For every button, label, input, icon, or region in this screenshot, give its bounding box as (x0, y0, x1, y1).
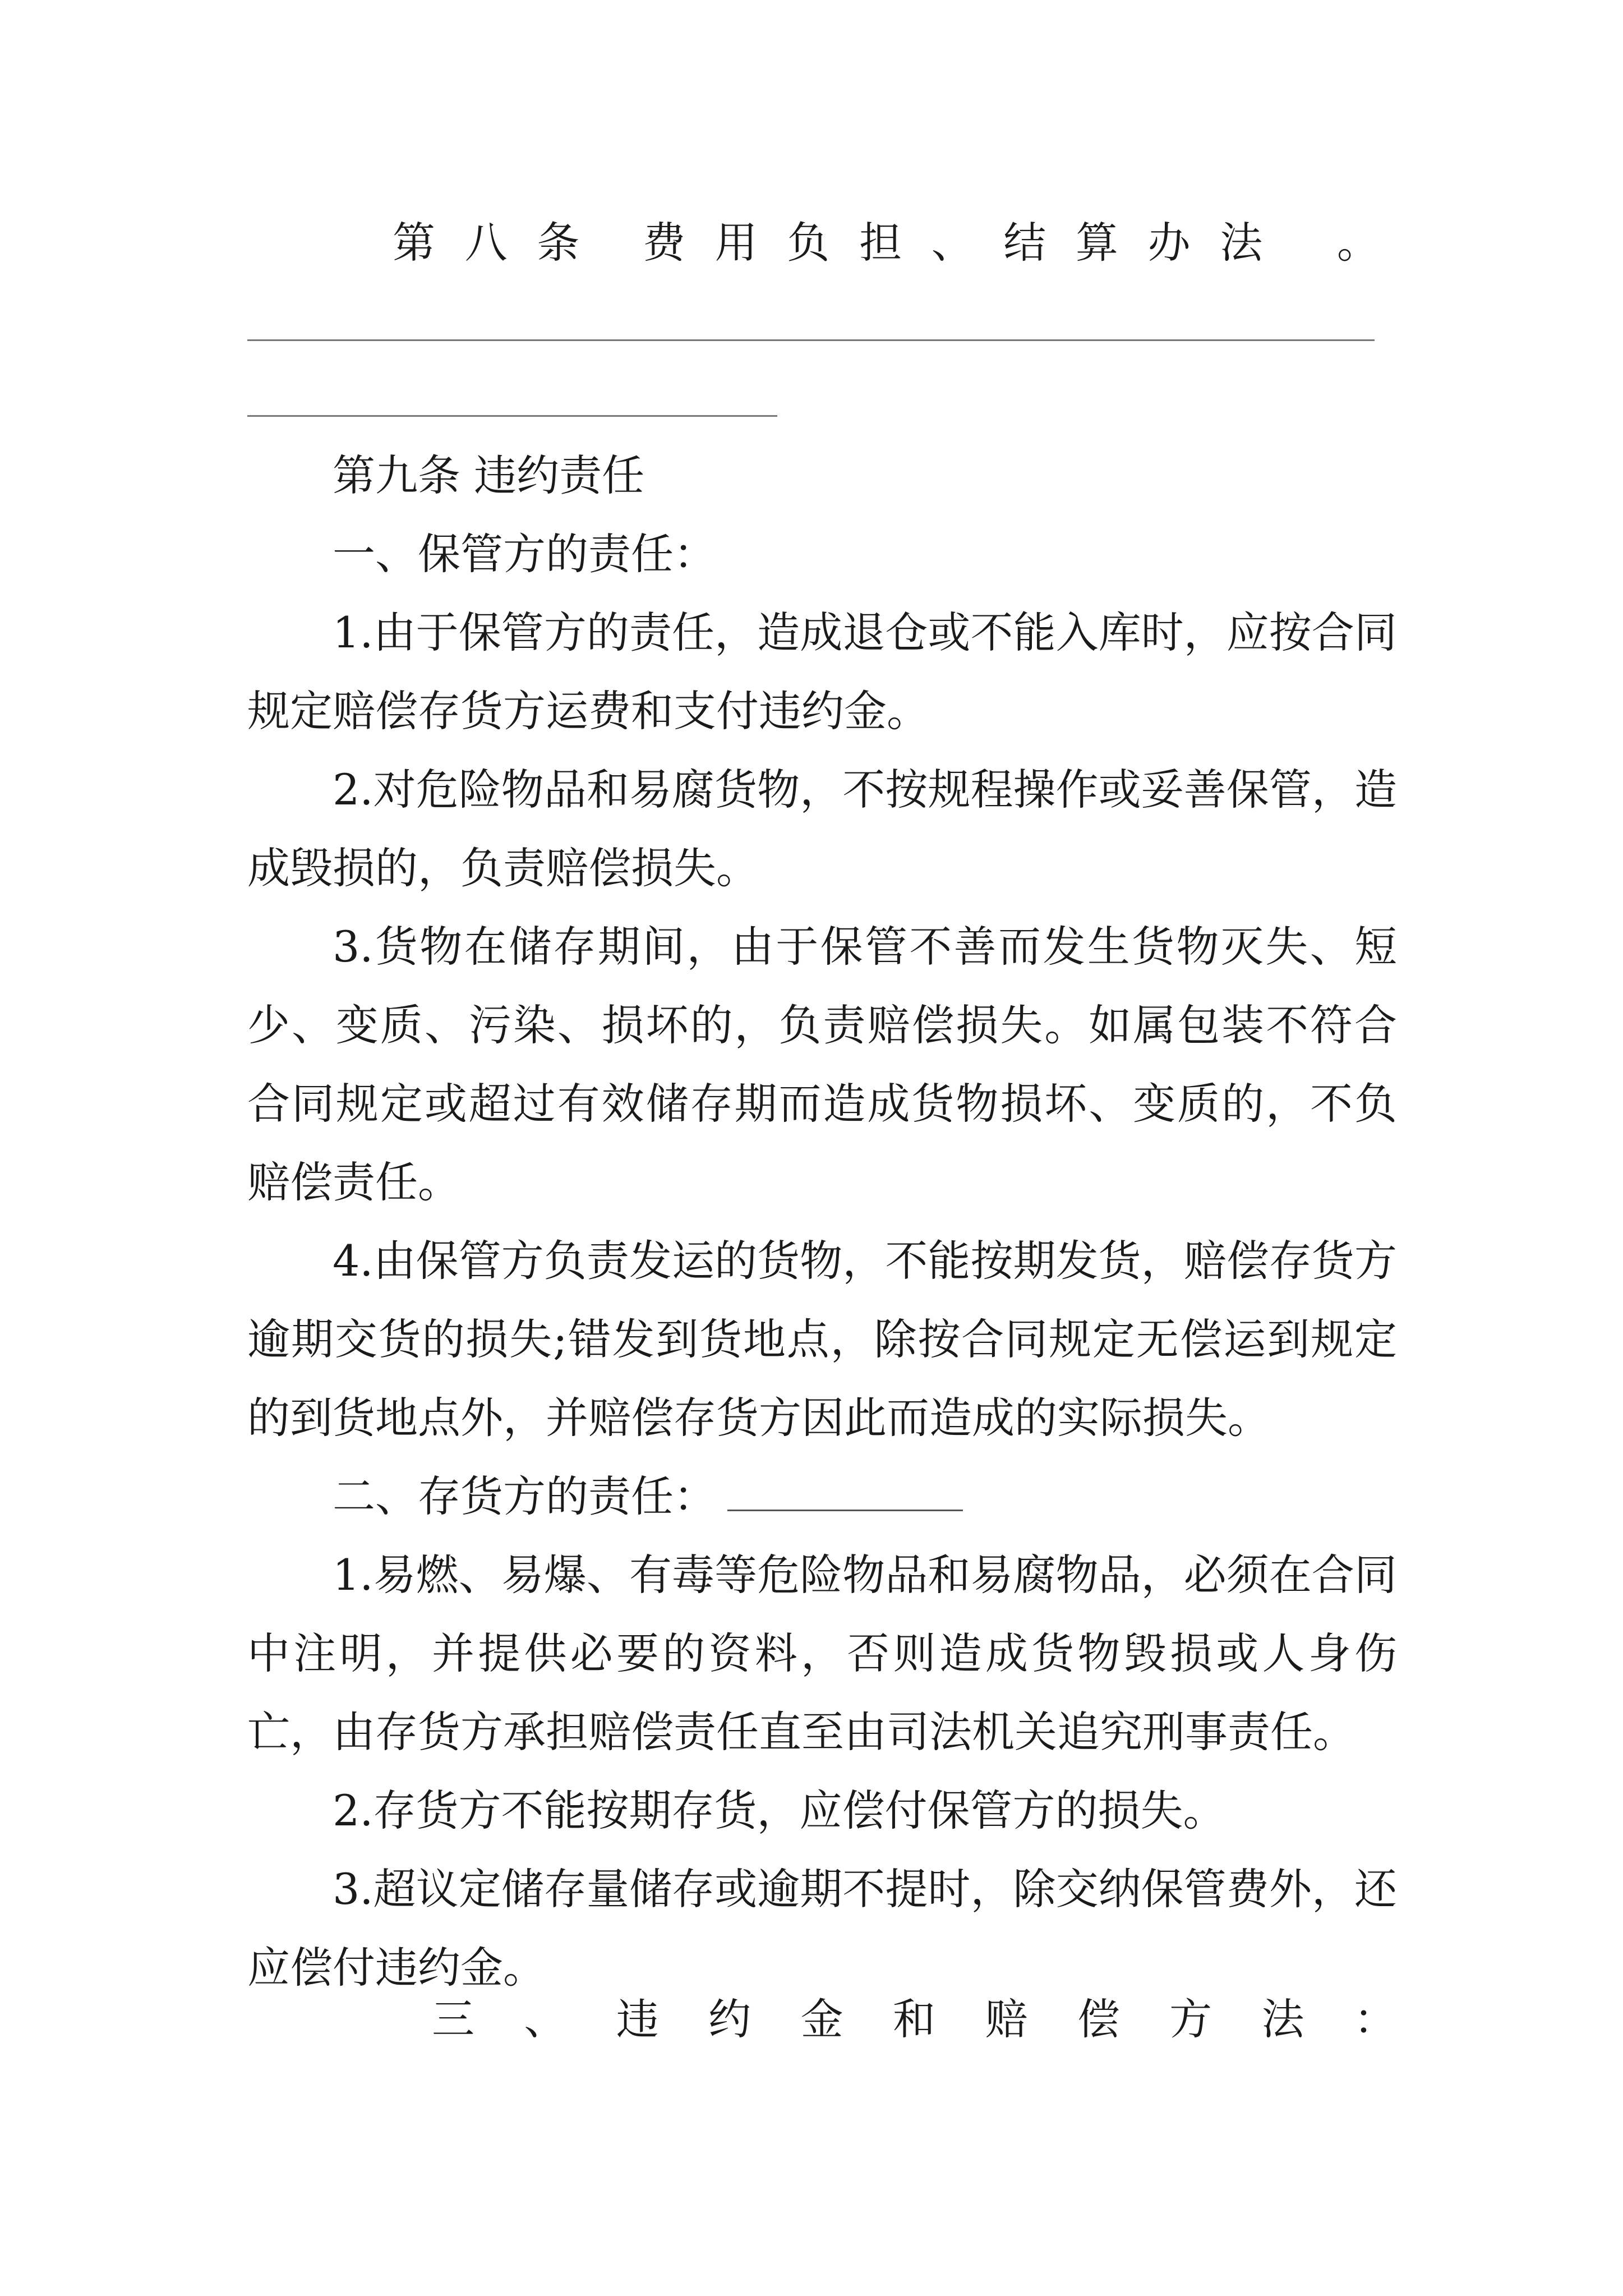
clause: 3.超议定储存量储存或逾期不提时，除交纳保管费外，还应偿付违约金。 (247, 1864, 1397, 1993)
s3-char: 和 (892, 1994, 935, 2044)
section-title: 一、保管方的责任： (333, 529, 716, 579)
article9-title: 第九条 违约责任 (333, 450, 645, 500)
a8-char: 办 (1147, 218, 1191, 268)
s3-char: 违 (616, 1994, 659, 2044)
a8-char: 法 (1220, 218, 1263, 268)
a8-char: 、 (931, 218, 974, 268)
s3-char: 三 (432, 1994, 474, 2044)
a8-char: 负 (787, 218, 830, 268)
article8-heading (393, 215, 1380, 271)
fill-in-line (727, 1507, 963, 1511)
article9-body (247, 436, 1397, 2007)
s3-char: ： (1353, 1994, 1396, 2044)
a8-char: 。 (1336, 218, 1380, 268)
s3-char: 约 (708, 1994, 751, 2044)
s3-char: 金 (800, 1994, 843, 2044)
s3-char: 偿 (1077, 1994, 1120, 2044)
clause: 2.存货方不能按期存货，应偿付保管方的损失。 (333, 1786, 1226, 1835)
clause: 4.由保管方负责发运的货物，不能按期发货，赔偿存货方逾期交货的损失;错发到货地点，除按合同规定无偿运到规定的到货地点外，并赔偿存货方因此而造成的实际损失。 (247, 1236, 1397, 1443)
a8-char: 费 (642, 218, 685, 268)
a8-char: 用 (714, 218, 758, 268)
a8-char: 担 (859, 218, 902, 268)
s3-char: 赔 (985, 1994, 1028, 2044)
section-title-row (247, 1457, 1397, 1536)
section3-heading (432, 1991, 1396, 2047)
clause: 1.易燃、易爆、有毒等危险物品和易腐物品，必须在合同中注明，并提供必要的资料，否则造成货物毁损或人身伤亡，由存货方承担赔偿责任直至由司法机关追究刑事责任。 (247, 1550, 1397, 1757)
s3-char: 法 (1261, 1994, 1304, 2044)
clause: 2.对危险物品和易腐货物，不按规程操作或妥善保管，造成毁损的，负责赔偿损失。 (247, 765, 1397, 893)
fill-in-line (247, 339, 1375, 341)
section-title: 二、存货方的责任： (333, 1471, 716, 1521)
fill-in-line (247, 415, 777, 417)
s3-char: 、 (524, 1994, 567, 2044)
clause: 3.货物在储存期间，由于保管不善而发生货物灭失、短少、变质、污染、损坏的，负责赔偿损失。如属包装不符合合同规定或超过有效储存期而造成货物损坏、变质的，不负赔偿责任。 (247, 922, 1397, 1207)
a8-char: 八 (464, 218, 508, 268)
a8-char: 算 (1075, 218, 1118, 268)
s3-char: 方 (1169, 1994, 1212, 2044)
a8-char: 第 (393, 218, 435, 268)
a8-char: 条 (537, 218, 580, 268)
a8-char: 结 (1003, 218, 1046, 268)
clause: 1.由于保管方的责任，造成退仓或不能入库时，应按合同规定赔偿存货方运费和支付违约金。 (247, 608, 1397, 736)
